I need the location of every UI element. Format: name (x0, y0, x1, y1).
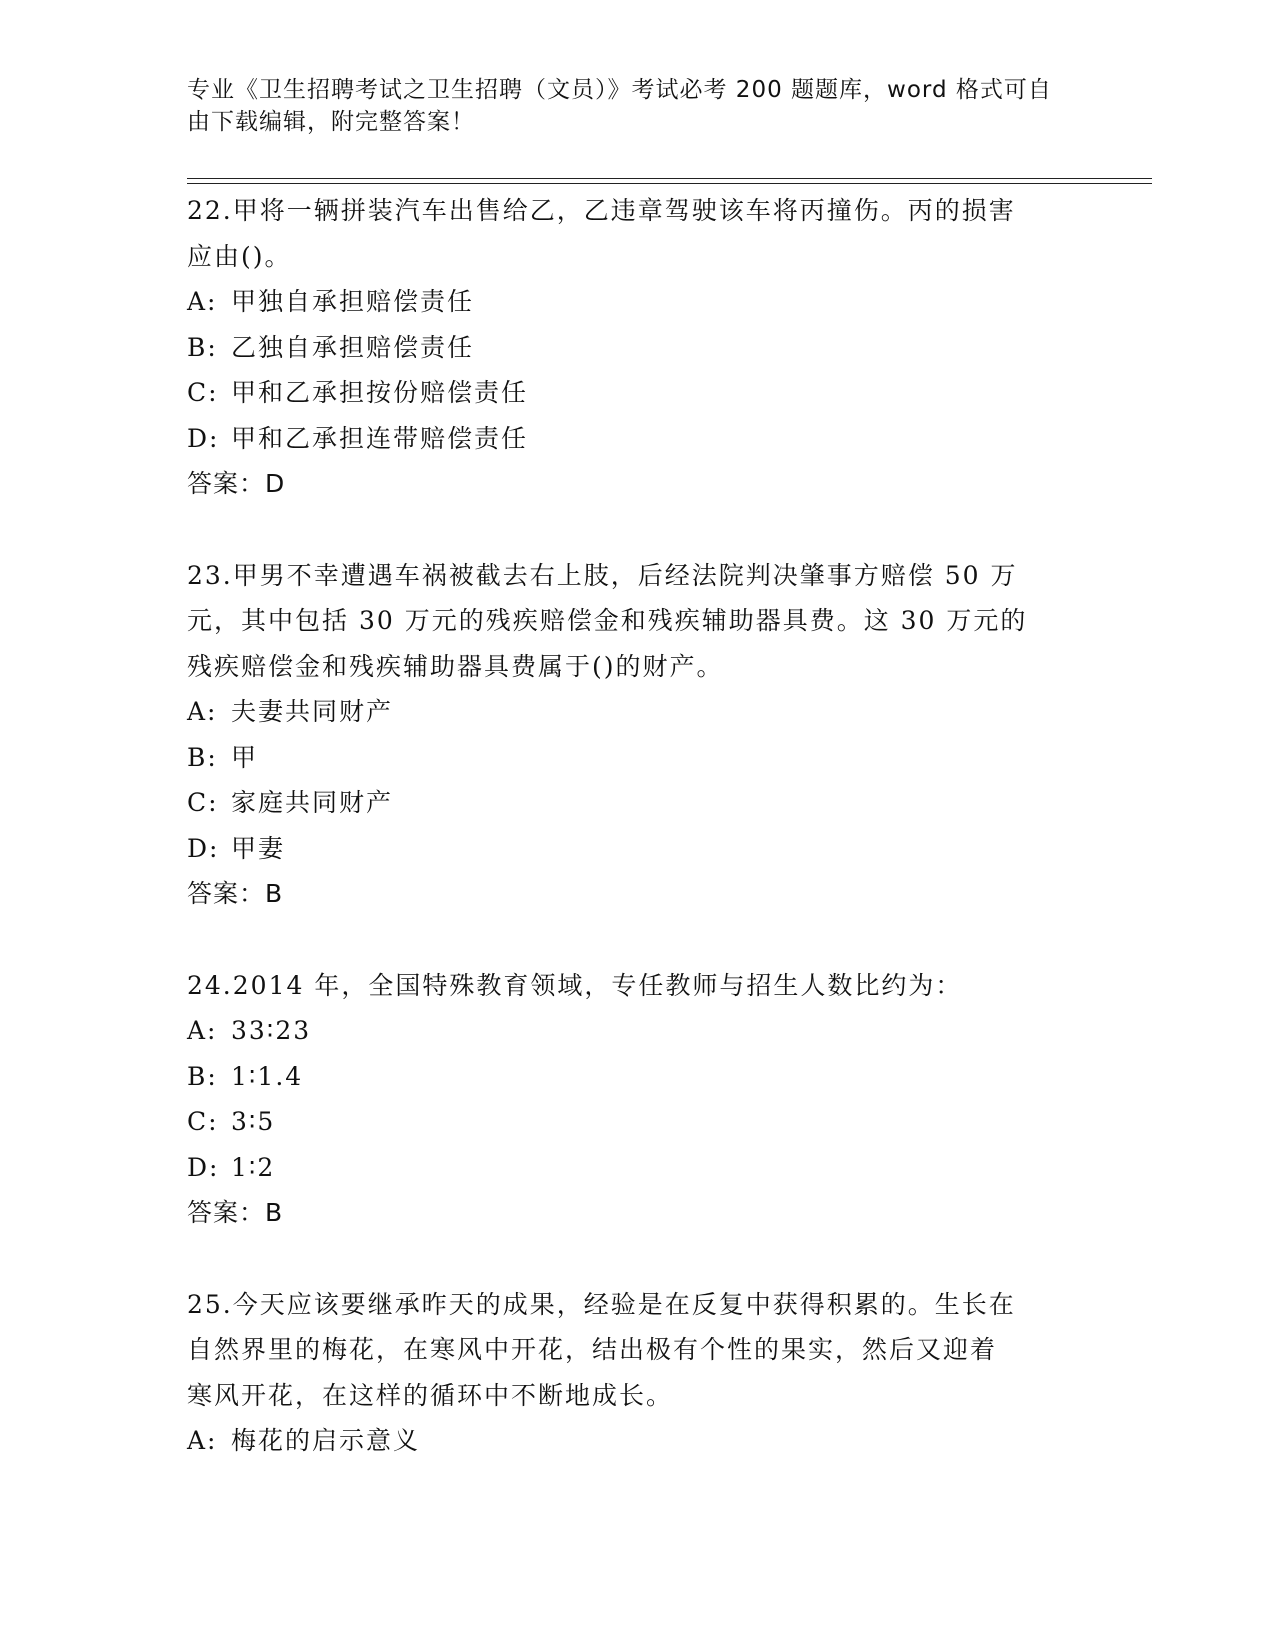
question-stem-line: 23.甲男不幸遭遇车祸被截去右上肢，后经法院判决肇事方赔偿 50 万 (187, 560, 1018, 590)
answer-line: 答案：D (187, 469, 286, 498)
option-d (187, 1145, 1087, 1191)
option-letter: B: (187, 332, 218, 362)
question-stem-line: 22.甲将一辆拼装汽车出售给乙，乙违章驾驶该车将丙撞伤。丙的损害 (187, 196, 1016, 225)
option-letter: A: (187, 287, 218, 316)
option-a (187, 689, 1087, 735)
header-line-2: 由下载编辑，附完整答案！ (187, 109, 475, 135)
option-d (187, 416, 1087, 462)
question-25 (187, 1282, 1087, 1464)
option-c (187, 1099, 1087, 1145)
option-letter: C: (187, 378, 219, 407)
option-text: 甲独自承担赔偿责任 (231, 287, 475, 316)
header-rule-top (187, 178, 1152, 179)
option-d (187, 826, 1087, 872)
option-c (187, 370, 1087, 416)
question-stem-line: 元，其中包括 30 万元的残疾赔偿金和残疾辅助器具费。这 30 万元的 (187, 606, 1028, 635)
header-rule-bottom (187, 183, 1152, 184)
option-text: 家庭共同财产 (231, 788, 394, 817)
option-text: 1∶1.4 (231, 1061, 304, 1091)
option-letter: D: (187, 423, 220, 453)
option-letter: C: (187, 788, 219, 817)
question-stem (187, 553, 1087, 690)
option-text: 夫妻共同财产 (231, 697, 394, 726)
option-text: 甲和乙承担按份赔偿责任 (231, 378, 529, 407)
question-list (187, 188, 1087, 1464)
question-stem (187, 1282, 1087, 1419)
question-stem-line: 寒风开花，在这样的循环中不断地成长。 (187, 1380, 674, 1410)
question-stem (187, 188, 1087, 279)
option-b (187, 325, 1087, 371)
question-stem-line: 残疾赔偿金和残疾辅助器具费属于()的财产。 (187, 651, 724, 681)
option-text: 甲妻 (231, 833, 286, 863)
answer-line: 答案：B (187, 879, 284, 908)
option-a (187, 1418, 1087, 1464)
question-stem-line: 应由()。 (187, 241, 292, 271)
answer-line: 答案：B (187, 1198, 284, 1227)
option-b (187, 1054, 1087, 1100)
option-a (187, 279, 1087, 325)
question-stem (187, 963, 1087, 1009)
question-stem-line: 25.今天应该要继承昨天的成果，经验是在反复中获得积累的。生长在 (187, 1289, 1016, 1319)
option-text: 甲和乙承担连带赔偿责任 (231, 423, 529, 453)
question-stem-line: 自然界里的梅花，在寒风中开花，结出极有个性的果实，然后又迎着 (187, 1335, 998, 1364)
option-letter: D: (187, 833, 220, 863)
option-letter: A: (187, 1426, 218, 1455)
question-stem-line: 24.2014 年，全国特殊教育领域，专任教师与招生人数比约为： (187, 970, 963, 1000)
option-text: 梅花的启示意义 (231, 1426, 421, 1455)
header-line-1: 专业《卫生招聘考试之卫生招聘（文员）》考试必考 200 题题库，word 格式可自 (187, 77, 1052, 103)
option-letter: A: (187, 1016, 218, 1045)
option-text: 甲 (231, 742, 259, 772)
question-24 (187, 963, 1087, 1236)
option-c (187, 780, 1087, 826)
option-a (187, 1008, 1087, 1054)
option-text: 33∶23 (231, 1016, 312, 1045)
option-letter: C: (187, 1107, 219, 1136)
question-22 (187, 188, 1087, 507)
question-23 (187, 553, 1087, 917)
option-text: 3∶5 (231, 1107, 276, 1136)
option-letter: A: (187, 697, 218, 726)
option-b (187, 735, 1087, 781)
option-text: 1∶2 (231, 1152, 276, 1182)
option-letter: B: (187, 742, 218, 772)
option-letter: D: (187, 1152, 220, 1182)
option-letter: B: (187, 1061, 218, 1091)
document-header (187, 74, 1067, 138)
option-text: 乙独自承担赔偿责任 (231, 332, 475, 362)
